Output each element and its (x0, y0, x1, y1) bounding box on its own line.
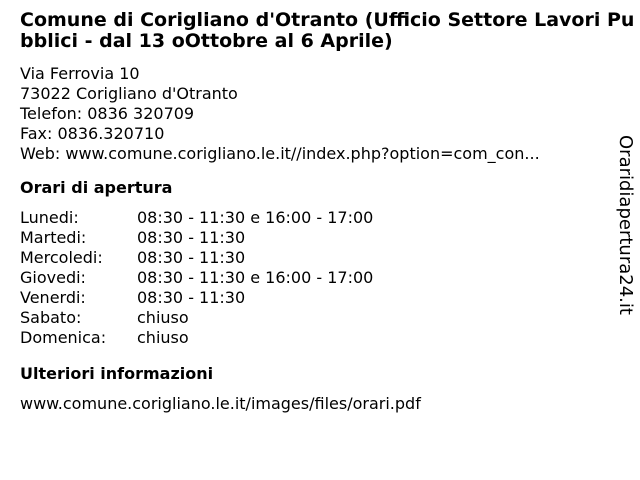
website-link[interactable]: Web: www.comune.corigliano.le.it//index.php?option=com_con... (20, 144, 540, 163)
street-address: Via Ferrovia 10 (20, 64, 140, 83)
time-value: chiuso (137, 308, 189, 327)
hours-row (20, 288, 610, 308)
hours-row (20, 228, 610, 248)
hours-row (20, 268, 610, 288)
hours-table (20, 208, 610, 348)
fax-number: Fax: 0836.320710 (20, 124, 165, 143)
day-label: Martedi: (20, 228, 87, 247)
day-label: Lunedi: (20, 208, 79, 227)
hours-heading: Orari di apertura (20, 178, 173, 197)
info-pdf-link[interactable]: www.comune.corigliano.le.it/images/files/orari.pdf (20, 394, 421, 413)
time-value: 08:30 - 11:30 e 16:00 - 17:00 (137, 268, 374, 287)
time-value: 08:30 - 11:30 (137, 228, 246, 247)
time-value: chiuso (137, 328, 189, 347)
day-label: Sabato: (20, 308, 82, 327)
hours-row (20, 208, 610, 228)
day-label: Mercoledi: (20, 248, 103, 267)
day-label: Venerdi: (20, 288, 86, 307)
hours-row (20, 248, 610, 268)
time-value: 08:30 - 11:30 e 16:00 - 17:00 (137, 208, 374, 227)
hours-row (20, 328, 610, 348)
city-address: 73022 Corigliano d'Otranto (20, 84, 238, 103)
brand-watermark: Oraridiapertura24.it (615, 135, 636, 315)
hours-row (20, 308, 610, 328)
info-heading: Ulteriori informazioni (20, 364, 214, 383)
phone-number: Telefon: 0836 320709 (20, 104, 195, 123)
address-block (20, 64, 610, 164)
time-value: 08:30 - 11:30 (137, 248, 246, 267)
day-label: Domenica: (20, 328, 107, 347)
time-value: 08:30 - 11:30 (137, 288, 246, 307)
page-title: Comune di Corigliano d'Otranto (Ufficio Settore Lavori Pubblici - dal 13 oOttobre al 6 Aprile) (20, 9, 635, 52)
day-label: Giovedi: (20, 268, 86, 287)
